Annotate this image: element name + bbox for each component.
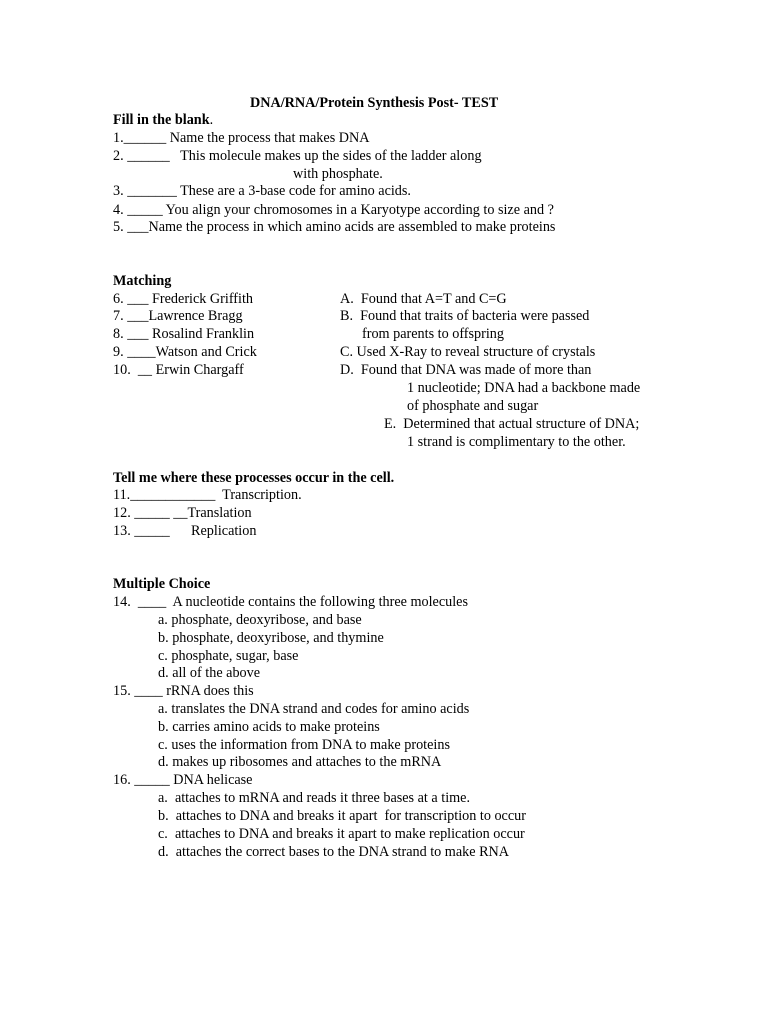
- fill-in-heading: Fill in the blank: [113, 112, 210, 128]
- question-15-option-b: b. carries amino acids to make proteins: [158, 719, 380, 735]
- question-14-option-a: a. phosphate, deoxyribose, and base: [158, 612, 362, 628]
- matching-answer-c: C. Used X-Ray to reveal structure of crystals: [340, 344, 596, 360]
- question-13: 13. _____ Replication: [113, 523, 257, 539]
- question-4: 4. _____ You align your chromosomes in a Karyotype according to size and ?: [113, 202, 554, 218]
- question-3: 3. _______ These are a 3-base code for amino acids.: [113, 183, 411, 199]
- matching-answer-d-continued-1: 1 nucleotide; DNA had a backbone made: [407, 380, 641, 396]
- question-15-option-d: d. makes up ribosomes and attaches to the mRNA: [158, 754, 442, 770]
- question-16-option-b: b. attaches to DNA and breaks it apart for transcription to occur: [158, 808, 526, 824]
- multiple-choice-heading: Multiple Choice: [113, 576, 211, 592]
- matching-answer-e: E. Determined that actual structure of DNA;: [384, 416, 640, 432]
- question-15-option-a: a. translates the DNA strand and codes for amino acids: [158, 701, 470, 717]
- question-16-option-d: d. attaches the correct bases to the DNA strand to make RNA: [158, 844, 510, 860]
- question-9: 9. ____Watson and Crick: [113, 344, 257, 360]
- matching-answer-d: D. Found that DNA was made of more than: [340, 362, 592, 378]
- question-14-option-b: b. phosphate, deoxyribose, and thymine: [158, 630, 384, 646]
- question-16: 16. _____ DNA helicase: [113, 772, 253, 788]
- question-2-continued: with phosphate.: [293, 166, 383, 182]
- question-8: 8. ___ Rosalind Franklin: [113, 326, 255, 342]
- question-1: 1.______ Name the process that makes DNA: [113, 130, 370, 146]
- question-2: 2. ______ This molecule makes up the sides of the ladder along: [113, 148, 482, 164]
- question-15-option-c: c. uses the information from DNA to make proteins: [158, 737, 450, 753]
- question-10: 10. __ Erwin Chargaff: [113, 362, 244, 378]
- question-16-option-c: c. attaches to DNA and breaks it apart to make replication occur: [158, 826, 525, 842]
- matching-answer-a: A. Found that A=T and C=G: [340, 291, 507, 307]
- matching-heading: Matching: [113, 273, 172, 289]
- question-14-option-d: d. all of the above: [158, 665, 261, 681]
- matching-answer-b: B. Found that traits of bacteria were passed: [340, 308, 590, 324]
- question-14: 14. ____ A nucleotide contains the following three molecules: [113, 594, 469, 610]
- fill-in-heading-period: .: [209, 112, 214, 128]
- locations-heading: Tell me where these processes occur in the cell.: [113, 470, 395, 486]
- matching-answer-b-continued: from parents to offspring: [362, 326, 504, 342]
- question-11: 11.____________ Transcription.: [113, 487, 302, 503]
- matching-answer-d-continued-2: of phosphate and sugar: [407, 398, 539, 414]
- question-16-option-a: a. attaches to mRNA and reads it three bases at a time.: [158, 790, 471, 806]
- question-5: 5. ___Name the process in which amino acids are assembled to make proteins: [113, 219, 556, 235]
- question-7: 7. ___Lawrence Bragg: [113, 308, 243, 324]
- fill-in-heading-line: [113, 112, 213, 129]
- page-title: DNA/RNA/Protein Synthesis Post- TEST: [250, 95, 499, 111]
- question-6: 6. ___ Frederick Griffith: [113, 291, 254, 307]
- question-12: 12. _____ __Translation: [113, 505, 252, 521]
- question-15: 15. ____ rRNA does this: [113, 683, 254, 699]
- matching-answer-e-continued: 1 strand is complimentary to the other.: [407, 434, 626, 450]
- question-14-option-c: c. phosphate, sugar, base: [158, 648, 299, 664]
